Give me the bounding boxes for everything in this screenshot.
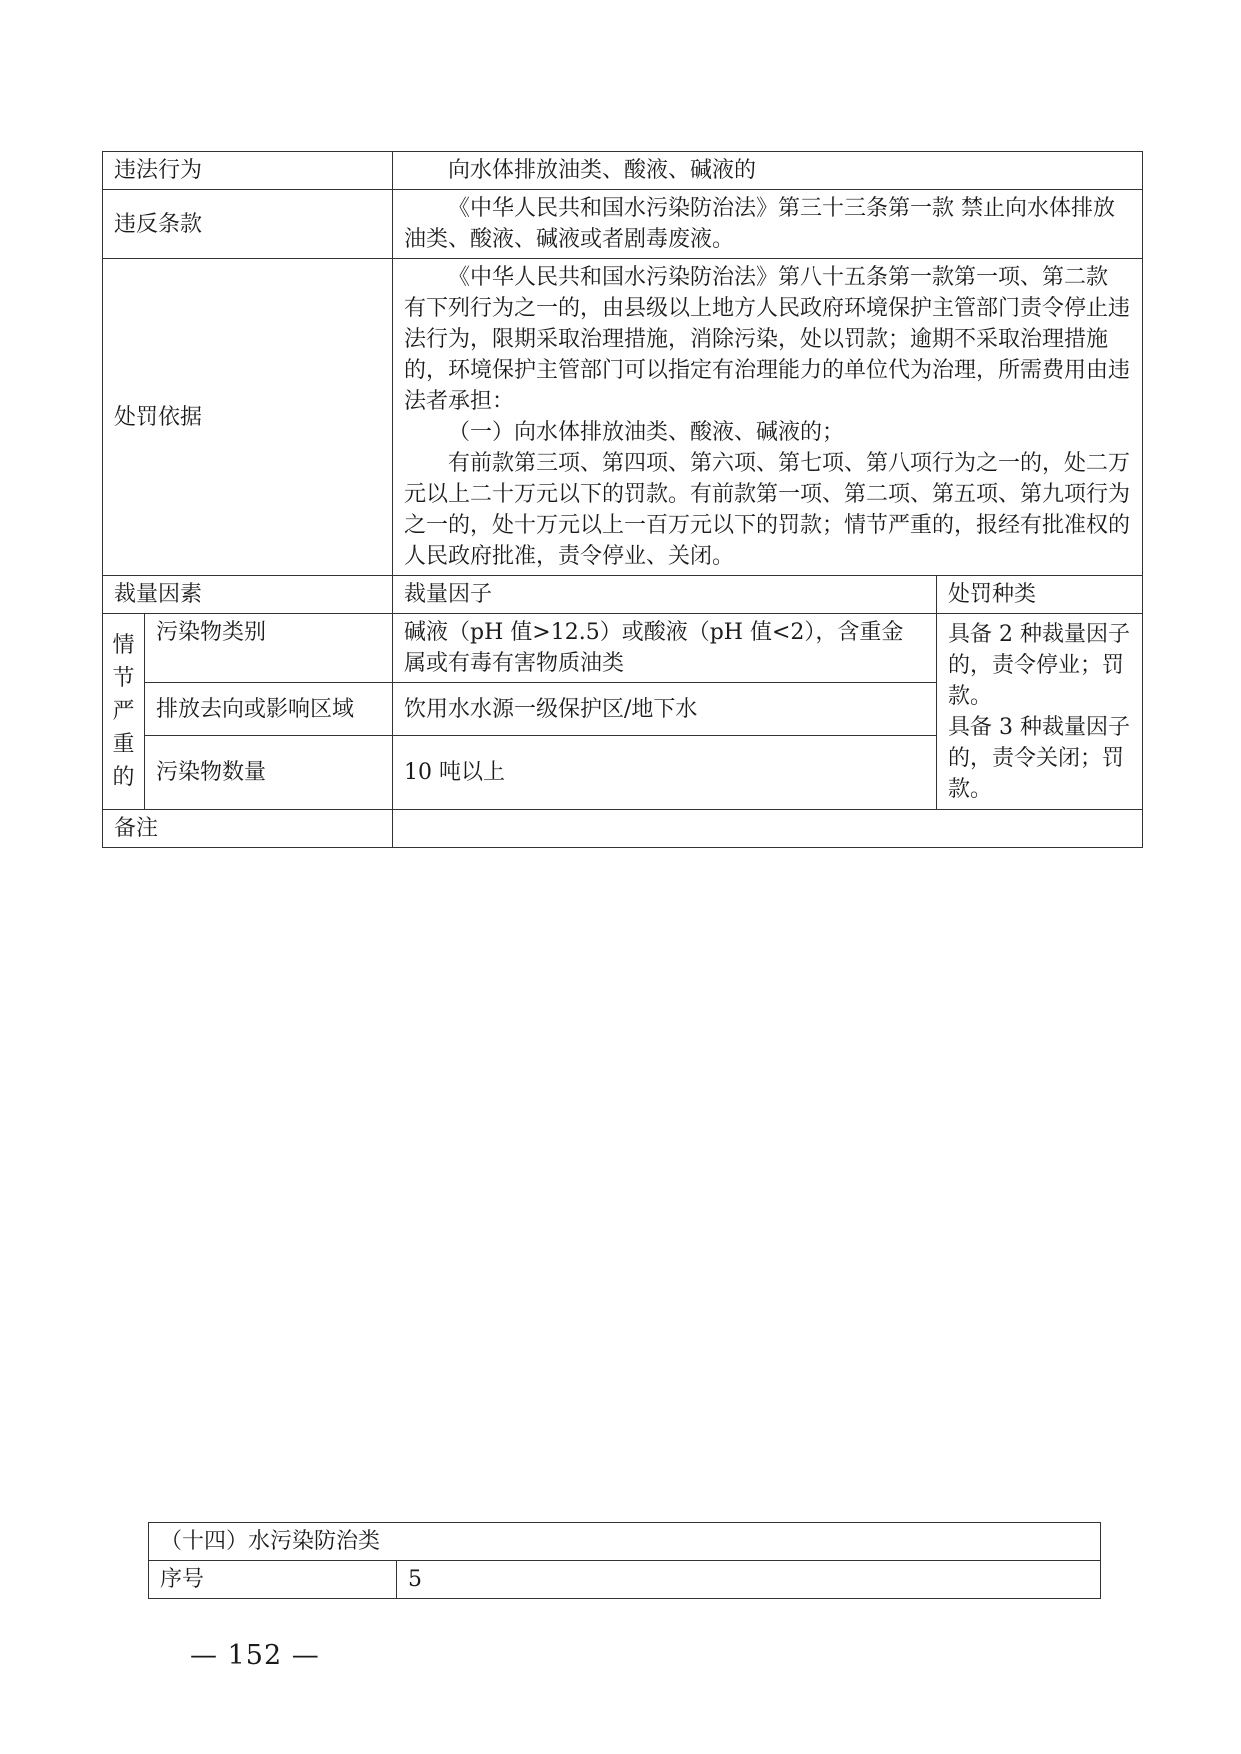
clause-label: 违反条款 (103, 190, 393, 259)
violation-label: 违法行为 (103, 152, 393, 190)
factor-header-row (103, 576, 1143, 614)
penalty-line: 具备 2 种裁量因子的，责令停业；罚款。 (948, 621, 1130, 709)
factor-name: 污染物类别 (145, 614, 393, 683)
severity-label (103, 614, 145, 810)
subfactor-value: 饮用水水源一级保护区/地下水 (393, 683, 937, 736)
severity-char: 重 (112, 732, 135, 757)
basis-value (393, 259, 1143, 576)
penalty-standard-table (102, 151, 1143, 848)
severity-char: 严 (112, 699, 135, 724)
violation-row (103, 152, 1143, 190)
severity-char: 情 (112, 633, 135, 658)
subfactor-value: 碱液（pH 值>12.5）或酸液（pH 值<2），含重金属或有毒有害物质油类 (393, 614, 937, 683)
next-item-table (148, 1522, 1101, 1599)
violation-value: 向水体排放油类、酸液、碱液的 (393, 152, 1143, 190)
severity-char: 节 (112, 666, 135, 691)
factor-row (103, 614, 1143, 683)
basis-paragraph: （一）向水体排放油类、酸液、碱液的； (448, 420, 845, 445)
severity-char: 的 (112, 765, 135, 790)
serial-row (149, 1561, 1101, 1599)
factor-name: 污染物数量 (145, 736, 393, 810)
remark-value (393, 810, 1143, 848)
serial-label: 序号 (149, 1561, 397, 1599)
basis-label: 处罚依据 (103, 259, 393, 576)
penalty-line: 具备 3 种裁量因子的，责令关闭；罚款。 (948, 714, 1130, 802)
remark-label: 备注 (103, 810, 393, 848)
clause-value: 《中华人民共和国水污染防治法》第三十三条第一款 禁止向水体排放油类、酸液、碱液或者剧毒废液。 (393, 190, 1143, 259)
serial-value: 5 (397, 1561, 1101, 1599)
factor-header: 裁量因素 (103, 576, 393, 614)
category-row (149, 1523, 1101, 1561)
subfactor-value: 10 吨以上 (393, 736, 937, 810)
penalty-type (937, 614, 1143, 810)
basis-paragraph: 《中华人民共和国水污染防治法》第八十五条第一款第一项、第二款 有下列行为之一的，由县级以上地方人民政府环境保护主管部门责令停止违法行为，限期采取治理措施，消除污染，处以罚款；逾期不采取治理措施的，环境保护主管部门可以指定有治理能力的单位代为治理，所需费用由违法者承担： (404, 265, 1131, 414)
remark-row (103, 810, 1143, 848)
category-title: （十四）水污染防治类 (149, 1523, 1101, 1561)
basis-row (103, 259, 1143, 576)
clause-row (103, 190, 1143, 259)
factor-name: 排放去向或影响区域 (145, 683, 393, 736)
basis-paragraph: 有前款第三项、第四项、第六项、第七项、第八项行为之一的，处二万元以上二十万元以下的罚款。有前款第一项、第二项、第五项、第九项行为之一的，处十万元以上一百万元以下的罚款；情节严重的，报经有批准权的人民政府批准，责令停业、关闭。 (404, 451, 1131, 569)
page-number: — 152 — (190, 1640, 320, 1671)
penalty-header: 处罚种类 (937, 576, 1143, 614)
subfactor-header: 裁量因子 (393, 576, 937, 614)
